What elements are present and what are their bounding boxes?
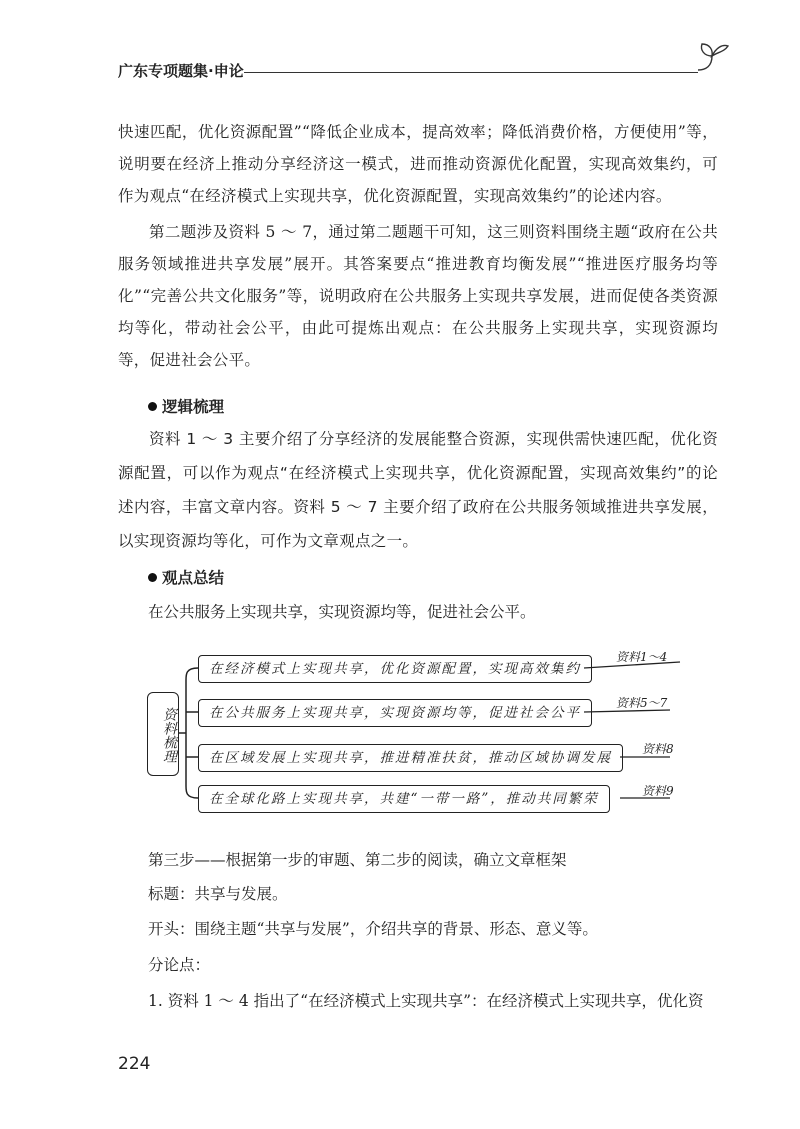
branch-tag-4: 资料9 xyxy=(642,784,674,798)
header-rule xyxy=(244,72,698,73)
framework-title: 标题：共享与发展。 xyxy=(148,885,288,903)
subpoint-1: 1. 资料 1 ～ 4 指出了“在经济模式上实现共享”：在经济模式上实现共享，优化资 xyxy=(148,992,704,1010)
paragraph-2: 第二题涉及资料 5 ～ 7，通过第二题题干可知，这三则资料围绕主题“政府在公共服务领域推进共享发展”展开。其答案要点“推进教育均衡发展”“推进医疗服务均等化”“完善公共文化服务”等，说明政府在公共服务上实现共享发展，进而促使各类资源均等化，带动社会公平，由此可提炼出观点：在公共服务上实现共享，实现资源均等，促进社会公平。 xyxy=(118,223,718,369)
sprout-icon xyxy=(692,38,732,78)
branch-box-1: 在经济模式上实现共享，优化资源配置，实现高效集约 xyxy=(198,655,592,683)
logic-heading-text: 逻辑梳理 xyxy=(162,398,225,416)
branch-tag-1: 资料1～4 xyxy=(616,650,668,664)
logic-text: 资料 1 ～ 3 主要介绍了分享经济的发展能整合资源，实现供需快速匹配，优化资源配置，可以作为观点“在经济模式上实现共享，优化资源配置，实现高效集约”的论述内容，丰富文章内容。资料 5 ～ 7 主要介绍了政府在公共服务领域推进共享发展，以实现资源均等化，可作为文章观点之一。 xyxy=(118,430,718,550)
branch-box-4: 在全球化路上实现共享，共建“一带一路”，推动共同繁荣 xyxy=(198,785,610,813)
viewpoint-heading xyxy=(148,566,224,588)
branch-box-2: 在公共服务上实现共享，实现资源均等，促进社会公平 xyxy=(198,699,592,727)
page-number: 224 xyxy=(118,1054,151,1074)
branch-tag-3: 资料8 xyxy=(642,742,674,756)
framework-opening: 开头：围绕主题“共享与发展”，介绍共享的背景、形态、意义等。 xyxy=(148,920,598,938)
root-label: 资料梳理 xyxy=(161,707,177,763)
root-box xyxy=(147,692,179,776)
viewpoint-heading-text: 观点总结 xyxy=(162,569,225,587)
logic-heading xyxy=(148,395,224,417)
subpoints-label: 分论点： xyxy=(148,956,211,974)
viewpoint-text: 在公共服务上实现共享，实现资源均等，促进社会公平。 xyxy=(148,603,536,621)
running-header xyxy=(118,60,718,90)
step3-heading: 第三步——根据第一步的审题、第二步的阅读，确立文章框架 xyxy=(148,851,567,869)
material-diagram xyxy=(140,640,700,840)
paragraph-1: 快速匹配，优化资源配置”“降低企业成本，提高效率；降低消费价格，方便使用”等，说明要在经济上推动分享经济这一模式，进而推动资源优化配置，实现高效集约，可作为观点“在经济模式上实现共享，优化资源配置，实现高效集约”的论述内容。 xyxy=(118,123,718,205)
bullet-icon xyxy=(148,573,157,582)
branch-box-3: 在区域发展上实现共享，推进精准扶贫，推动区域协调发展 xyxy=(198,744,623,772)
branch-tag-2: 资料5～7 xyxy=(616,696,668,710)
book-title: 广东专项题集·申论 xyxy=(118,62,244,80)
bullet-icon xyxy=(148,402,157,411)
